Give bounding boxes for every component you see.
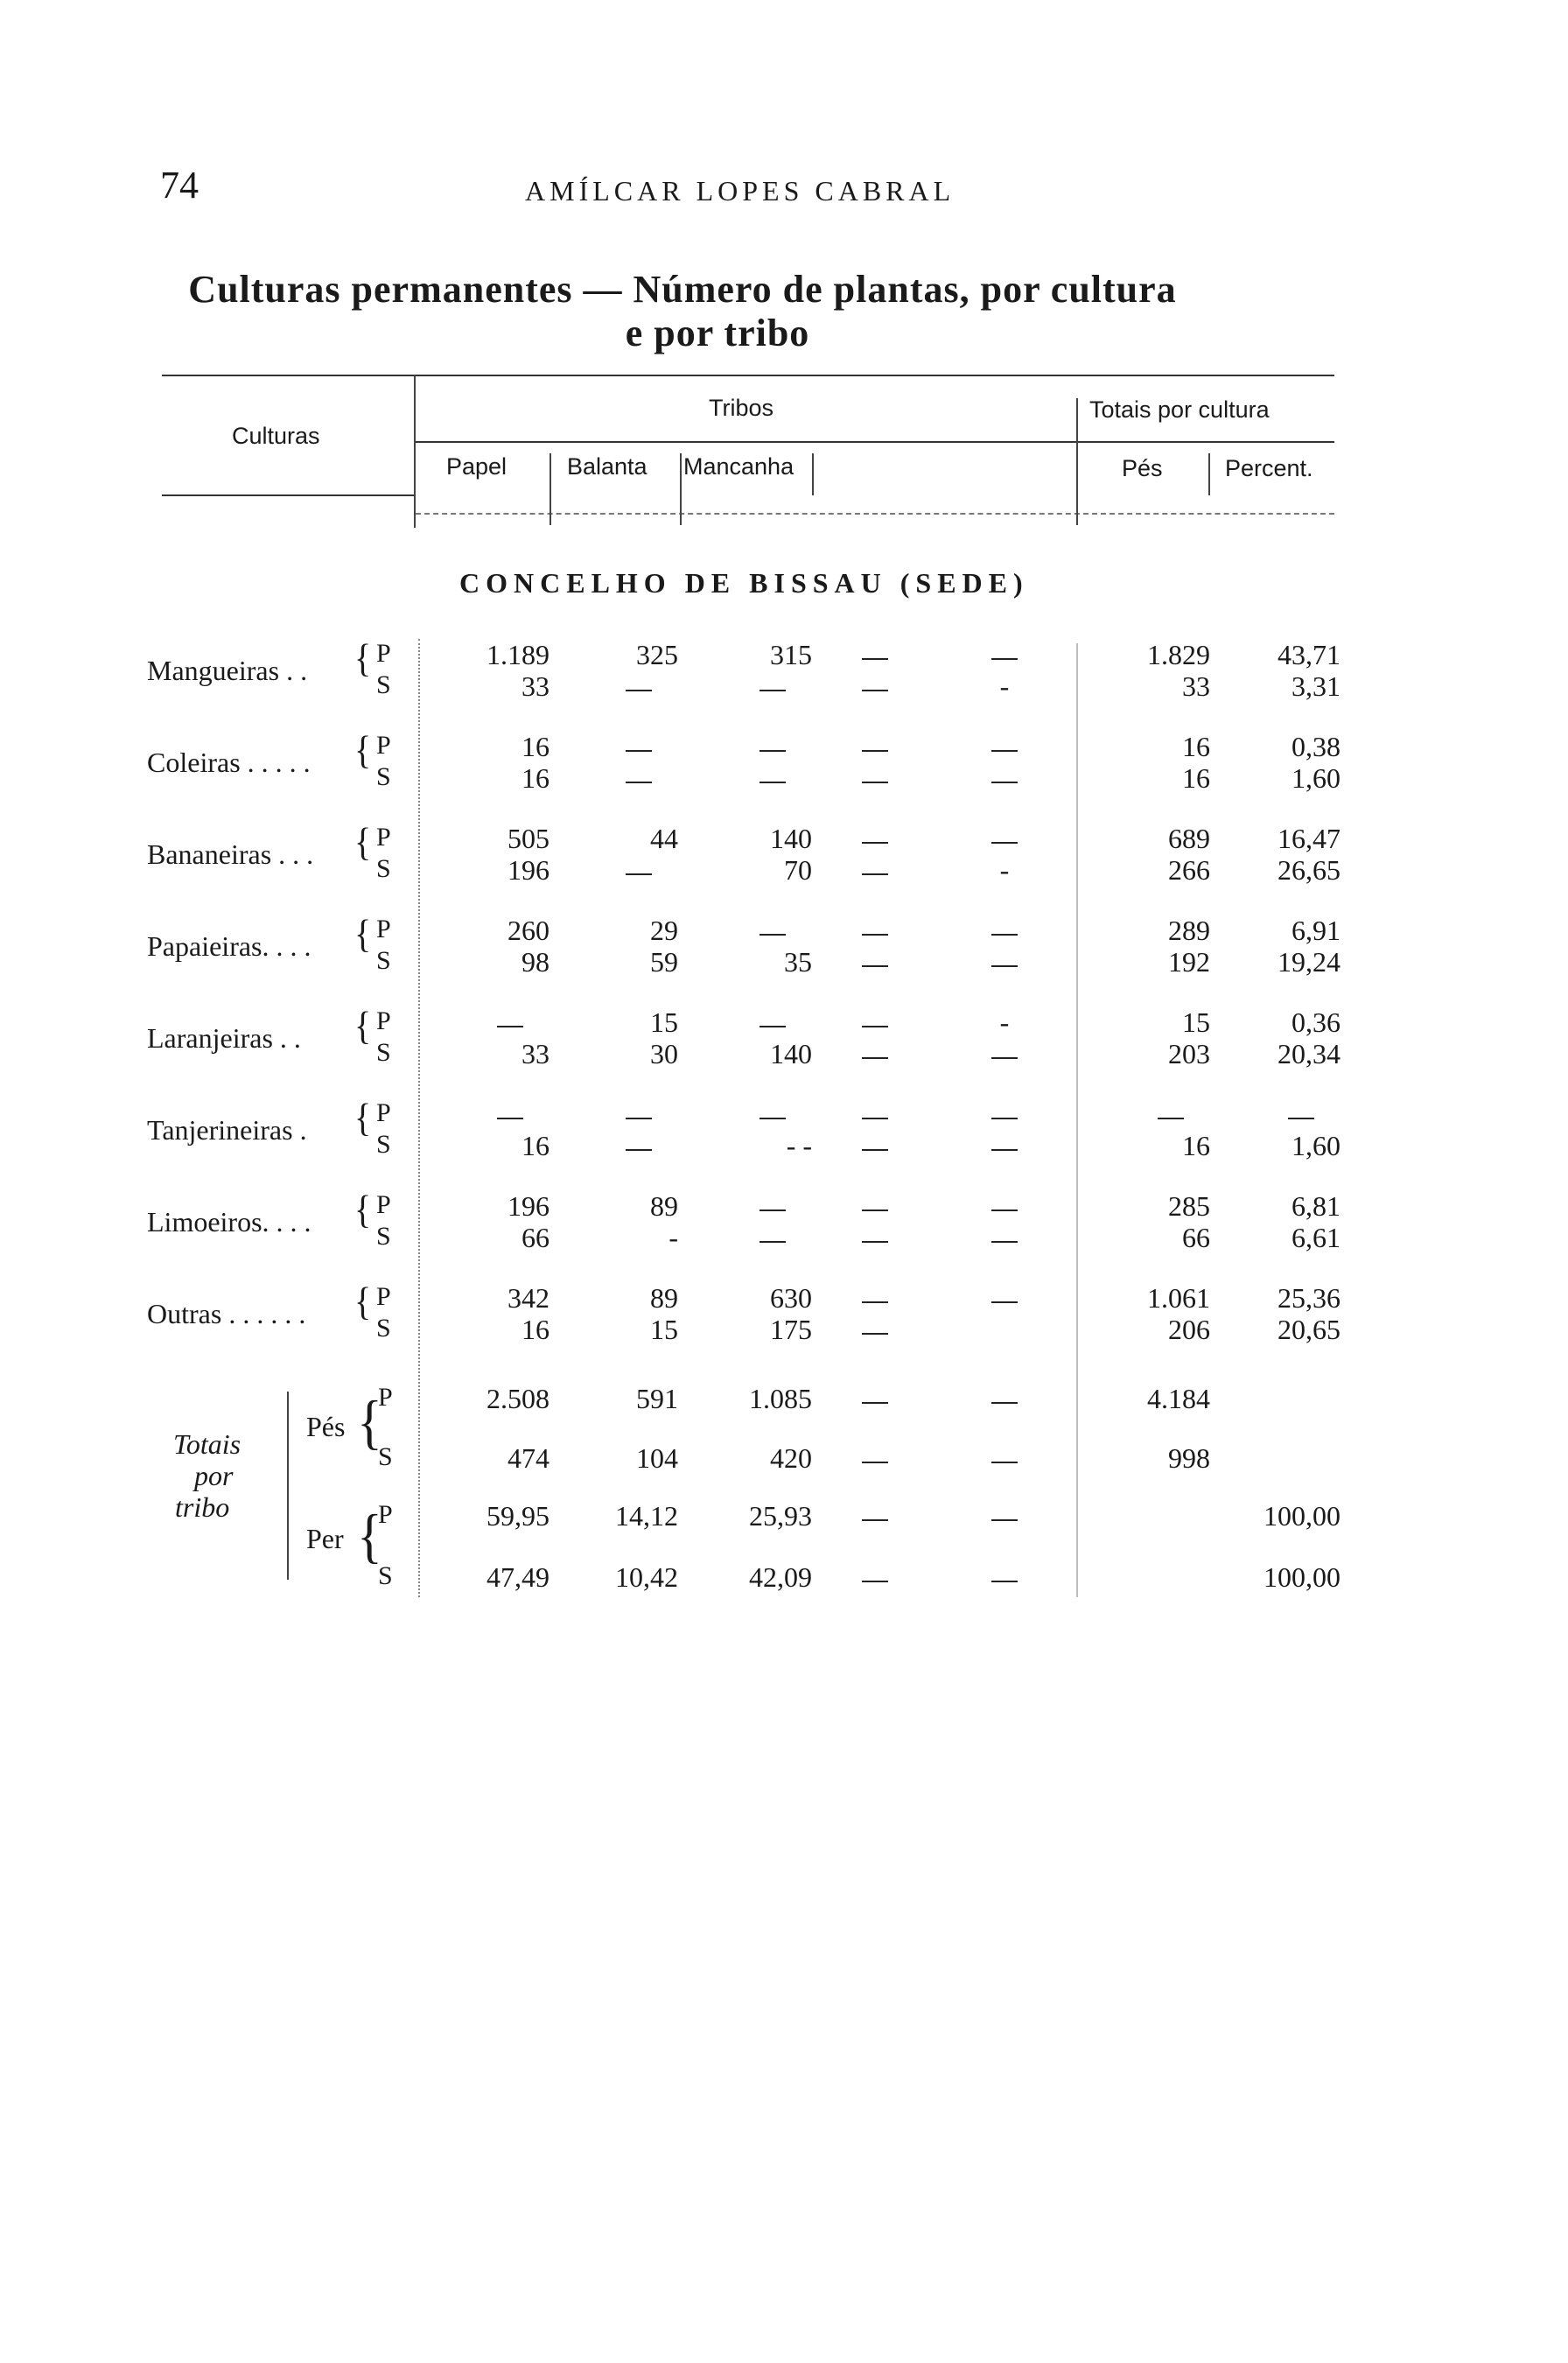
row-7-s-papel: 16 <box>522 1314 550 1345</box>
row-6-p-papel: 196 <box>508 1190 550 1222</box>
row-7-brace: { <box>354 1278 372 1324</box>
row-1-s-pes: 16 <box>1182 762 1210 794</box>
row-0-brace: { <box>354 635 372 681</box>
row-4-brace: { <box>354 1002 372 1048</box>
row-3-p-mancanha-dash <box>760 934 786 936</box>
row-5-s-percent: 1,60 <box>1292 1130 1340 1161</box>
row-6-s-mancanha-dash <box>760 1241 786 1243</box>
totals-pes-s-papel: 474 <box>508 1442 550 1474</box>
row-3-s-papel: 98 <box>522 946 550 978</box>
row-6-p-col4-dash <box>862 1210 888 1211</box>
row-7-s-letter: S <box>376 1314 391 1343</box>
row-3-s-balanta: 59 <box>650 946 678 978</box>
row-2-p-percent: 16,47 <box>1278 823 1340 854</box>
totals-per-p-balanta: 14,12 <box>615 1500 678 1532</box>
row-5-s-mancanha: - - <box>786 1130 812 1161</box>
row-3-s-col4-dash <box>862 965 888 967</box>
row-6-p-col5-dash <box>991 1210 1018 1211</box>
row-4-p-papel-dash <box>497 1026 523 1027</box>
row-3-p-balanta: 29 <box>650 915 678 946</box>
row-0-p-balanta: 325 <box>636 639 678 670</box>
totals-label-line1: Totais <box>173 1428 242 1460</box>
row-3-brace: { <box>354 910 372 957</box>
totals-pes-s-balanta: 104 <box>636 1442 678 1474</box>
row-6-label: Limoeiros. . . . <box>147 1206 312 1238</box>
page-number: 74 <box>160 164 199 207</box>
row-6-s-papel: 66 <box>522 1222 550 1253</box>
totals-per-p-papel: 59,95 <box>486 1500 550 1532</box>
row-5-p-pes-dash <box>1158 1118 1184 1119</box>
totals-per-s-percent: 100,00 <box>1264 1561 1340 1593</box>
header-bottom-rule <box>416 513 1334 515</box>
row-2-s-col5: - <box>999 854 1010 886</box>
row-7-p-percent: 25,36 <box>1278 1282 1340 1314</box>
header-top-rule <box>162 375 1334 376</box>
row-1-p-mancanha-dash <box>760 750 786 752</box>
row-0-p-papel: 1.189 <box>486 639 550 670</box>
row-6-p-pes: 285 <box>1168 1190 1210 1222</box>
row-2-s-papel: 196 <box>508 854 550 886</box>
totals-pes-p-pes: 4.184 <box>1147 1383 1210 1414</box>
row-3-p-papel: 260 <box>508 915 550 946</box>
row-1-s-letter: S <box>376 762 391 791</box>
row-5-s-col4-dash <box>862 1149 888 1151</box>
totals-pes-s-mancanha: 420 <box>770 1442 812 1474</box>
row-2-s-balanta-dash <box>626 873 652 875</box>
row-1-p-balanta-dash <box>626 750 652 752</box>
row-1-p-papel: 16 <box>522 731 550 762</box>
row-4-s-letter: S <box>376 1038 391 1067</box>
header-tribos: Tribos <box>709 395 774 421</box>
row-2-p-col4-dash <box>862 842 888 844</box>
table-subtitle: e por tribo <box>625 312 810 354</box>
totals-pes-s-letter: S <box>378 1442 393 1471</box>
row-2-p-letter: P <box>376 823 391 852</box>
row-0-s-mancanha-dash <box>760 690 786 691</box>
row-1-label: Coleiras . . . . . <box>147 747 311 778</box>
totals-per-p-col5-dash <box>991 1519 1018 1521</box>
row-4-s-mancanha: 140 <box>770 1038 812 1069</box>
totals-pes-s-col4-dash <box>862 1462 888 1463</box>
totals-pes-label: Pés <box>306 1411 346 1442</box>
row-6-brace: { <box>354 1186 372 1232</box>
row-6-s-col5-dash <box>991 1241 1018 1243</box>
row-6-p-mancanha-dash <box>760 1210 786 1211</box>
row-6-s-col4-dash <box>862 1241 888 1243</box>
row-7-p-letter: P <box>376 1282 391 1311</box>
row-5-label: Tanjerineiras . <box>147 1114 307 1146</box>
row-7-p-col5-dash <box>991 1301 1018 1303</box>
row-7-p-balanta: 89 <box>650 1282 678 1314</box>
row-4-p-col5: - <box>999 1006 1010 1038</box>
running-head: AMÍLCAR LOPES CABRAL <box>525 175 956 207</box>
papel-divider <box>550 453 551 525</box>
header-percent: Percent. <box>1225 455 1313 481</box>
row-6-s-balanta: - <box>668 1222 678 1253</box>
totals-pes-p-col5-dash <box>991 1402 1018 1404</box>
row-5-p-col5-dash <box>991 1118 1018 1119</box>
row-4-s-pes: 203 <box>1168 1038 1210 1069</box>
row-2-p-mancanha: 140 <box>770 823 812 854</box>
row-6-p-balanta: 89 <box>650 1190 678 1222</box>
totals-per-p-percent: 100,00 <box>1264 1500 1340 1532</box>
row-2-s-col4-dash <box>862 873 888 875</box>
totals-per-p-letter: P <box>378 1500 393 1529</box>
row-5-s-letter: S <box>376 1130 391 1159</box>
header-culturas: Culturas <box>232 423 320 449</box>
totals-per-s-mancanha: 42,09 <box>749 1561 812 1593</box>
row-0-p-pes: 1.829 <box>1147 639 1210 670</box>
header-papel: Papel <box>446 453 508 480</box>
totals-per-s-col5-dash <box>991 1581 1018 1582</box>
row-3-s-percent: 19,24 <box>1278 946 1340 978</box>
totals-pes-s-pes: 998 <box>1168 1442 1210 1474</box>
row-7-s-pes: 206 <box>1168 1314 1210 1345</box>
row-3-s-pes: 192 <box>1168 946 1210 978</box>
totals-pes-p-mancanha: 1.085 <box>749 1383 812 1414</box>
pes-divider <box>1208 453 1210 495</box>
row-1-s-mancanha-dash <box>760 782 786 783</box>
row-7-s-mancanha: 175 <box>770 1314 812 1345</box>
row-4-p-mancanha-dash <box>760 1026 786 1027</box>
row-1-p-letter: P <box>376 731 391 760</box>
row-3-s-mancanha: 35 <box>784 946 812 978</box>
row-2-p-papel: 505 <box>508 823 550 854</box>
header-left-bottom-rule <box>162 494 416 496</box>
row-5-p-col4-dash <box>862 1118 888 1119</box>
row-1-s-papel: 16 <box>522 762 550 794</box>
row-4-p-percent: 0,36 <box>1292 1006 1340 1038</box>
row-2-s-letter: S <box>376 854 391 883</box>
row-7-p-mancanha: 630 <box>770 1282 812 1314</box>
row-6-s-pes: 66 <box>1182 1222 1210 1253</box>
totals-per-label: Per <box>306 1523 344 1554</box>
row-2-brace: { <box>354 818 372 865</box>
row-5-p-balanta-dash <box>626 1118 652 1119</box>
row-0-p-col5-dash <box>991 658 1018 660</box>
row-0-s-percent: 3,31 <box>1292 670 1340 702</box>
row-4-s-col5-dash <box>991 1057 1018 1059</box>
row-5-p-letter: P <box>376 1098 391 1127</box>
totals-pes-p-letter: P <box>378 1383 393 1412</box>
totals-pes-brace: { <box>357 1389 382 1455</box>
header-mancanha: Mancanha <box>683 453 794 480</box>
row-5-s-balanta-dash <box>626 1149 652 1151</box>
totals-per-p-col4-dash <box>862 1519 888 1521</box>
row-7-s-balanta: 15 <box>650 1314 678 1345</box>
row-1-p-pes: 16 <box>1182 731 1210 762</box>
row-4-s-balanta: 30 <box>650 1038 678 1069</box>
row-2-p-col5-dash <box>991 842 1018 844</box>
row-4-s-percent: 20,34 <box>1278 1038 1340 1069</box>
totals-per-s-papel: 47,49 <box>486 1561 550 1593</box>
row-6-s-percent: 6,61 <box>1292 1222 1340 1253</box>
row-0-p-col4-dash <box>862 658 888 660</box>
row-5-s-col5-dash <box>991 1149 1018 1151</box>
totals-pes-p-papel: 2.508 <box>486 1383 550 1414</box>
row-6-p-letter: P <box>376 1190 391 1219</box>
totals-per-s-letter: S <box>378 1561 393 1590</box>
row-4-label: Laranjeiras . . <box>147 1022 301 1054</box>
row-0-s-col5: - <box>999 670 1010 702</box>
row-4-p-pes: 15 <box>1182 1006 1210 1038</box>
row-3-p-percent: 6,91 <box>1292 915 1340 946</box>
row-5-p-mancanha-dash <box>760 1118 786 1119</box>
row-7-s-percent: 20,65 <box>1278 1314 1340 1345</box>
row-5-brace: { <box>354 1094 372 1140</box>
row-4-p-letter: P <box>376 1006 391 1035</box>
header-balanta: Balanta <box>567 453 648 480</box>
row-5-p-papel-dash <box>497 1118 523 1119</box>
row-7-s-col4-dash <box>862 1333 888 1335</box>
totals-outer-brace <box>287 1392 289 1580</box>
totals-per-s-balanta: 10,42 <box>615 1561 678 1593</box>
row-7-p-pes: 1.061 <box>1147 1282 1210 1314</box>
mancanha-divider <box>812 453 814 495</box>
row-1-p-col5-dash <box>991 750 1018 752</box>
row-5-s-pes: 16 <box>1182 1130 1210 1161</box>
totals-pes-p-col4-dash <box>862 1402 888 1404</box>
row-1-p-col4-dash <box>862 750 888 752</box>
row-6-p-percent: 6,81 <box>1292 1190 1340 1222</box>
row-5-s-papel: 16 <box>522 1130 550 1161</box>
row-3-s-letter: S <box>376 946 391 975</box>
row-3-s-col5-dash <box>991 965 1018 967</box>
row-0-s-balanta-dash <box>626 690 652 691</box>
row-3-p-letter: P <box>376 915 391 943</box>
row-4-p-balanta: 15 <box>650 1006 678 1038</box>
row-0-p-letter: P <box>376 639 391 668</box>
row-2-s-percent: 26,65 <box>1278 854 1340 886</box>
row-1-brace: { <box>354 726 372 773</box>
row-2-label: Bananeiras . . . <box>147 838 314 870</box>
section-heading: CONCELHO DE BISSAU (SEDE) <box>459 567 1029 599</box>
row-0-p-mancanha: 315 <box>770 639 812 670</box>
row-3-p-pes: 289 <box>1168 915 1210 946</box>
row-1-p-percent: 0,38 <box>1292 731 1340 762</box>
totals-label-line2: por <box>194 1460 234 1491</box>
balanta-divider <box>680 453 682 525</box>
row-1-s-col5-dash <box>991 782 1018 783</box>
totals-per-brace: { <box>357 1503 382 1569</box>
totals-pes-p-balanta: 591 <box>636 1383 678 1414</box>
totals-per-p-mancanha: 25,93 <box>749 1500 812 1532</box>
header-mid-rule <box>416 441 1334 443</box>
row-1-s-col4-dash <box>862 782 888 783</box>
row-2-s-pes: 266 <box>1168 854 1210 886</box>
row-3-p-col4-dash <box>862 934 888 936</box>
totals-pes-s-col5-dash <box>991 1462 1018 1463</box>
row-0-s-col4-dash <box>862 690 888 691</box>
row-0-s-papel: 33 <box>522 670 550 702</box>
row-4-s-col4-dash <box>862 1057 888 1059</box>
row-1-s-percent: 1,60 <box>1292 762 1340 794</box>
header-totais-por-cultura: Totais por cultura <box>1089 396 1270 423</box>
row-0-label: Mangueiras . . <box>147 655 308 686</box>
header-pes: Pés <box>1122 455 1163 481</box>
row-1-s-balanta-dash <box>626 782 652 783</box>
row-7-p-papel: 342 <box>508 1282 550 1314</box>
row-7-p-col4-dash <box>862 1301 888 1303</box>
row-2-p-pes: 689 <box>1168 823 1210 854</box>
row-5-p-percent-dash <box>1288 1118 1314 1119</box>
row-3-p-col5-dash <box>991 934 1018 936</box>
totals-label-line3: tribo <box>175 1491 230 1523</box>
row-2-s-mancanha: 70 <box>784 854 812 886</box>
table-title: Culturas permanentes — Número de plantas, por cultura <box>188 268 1177 311</box>
row-3-label: Papaieiras. . . . <box>147 930 312 962</box>
row-0-p-percent: 43,71 <box>1278 639 1340 670</box>
row-7-label: Outras . . . . . . <box>147 1298 306 1329</box>
row-0-s-pes: 33 <box>1182 670 1210 702</box>
row-6-s-letter: S <box>376 1222 391 1251</box>
totals-per-s-col4-dash <box>862 1581 888 1582</box>
header-divider <box>414 375 416 528</box>
row-0-s-letter: S <box>376 670 391 699</box>
totals-divider <box>1076 398 1078 525</box>
row-2-p-balanta: 44 <box>650 823 678 854</box>
row-4-s-papel: 33 <box>522 1038 550 1069</box>
row-4-p-col4-dash <box>862 1026 888 1027</box>
